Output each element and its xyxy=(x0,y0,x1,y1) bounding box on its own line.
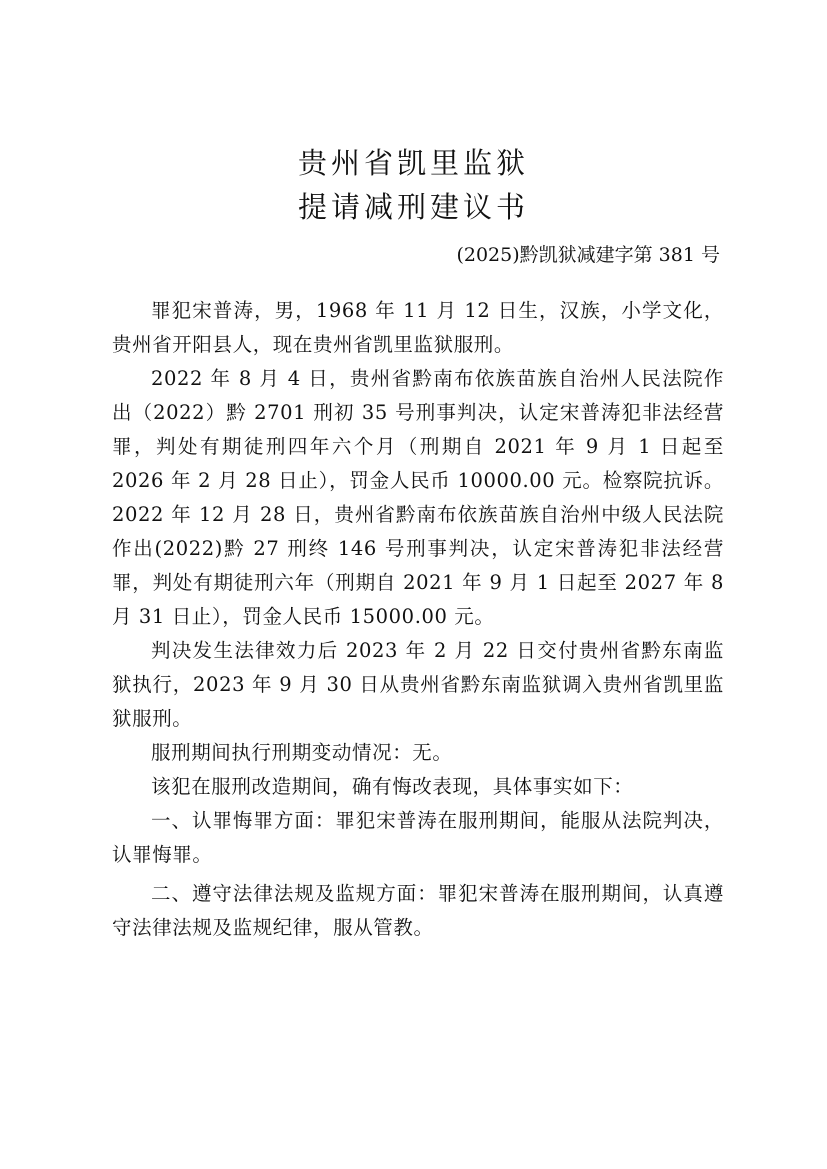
paragraph-obey-rules: 二、遵守法律法规及监规方面：罪犯宋普涛在服刑期间，认真遵守法律法规及监规纪律，服从管教。 xyxy=(112,882,724,939)
paragraph-sentence-change: 服刑期间执行刑期变动情况：无。 xyxy=(151,741,453,764)
document-title-line-1: 贵州省凯里监狱 xyxy=(297,146,529,180)
document-number: (2025)黔凯狱减建字第 381 号 xyxy=(456,244,720,266)
paragraph-plead-guilty: 一、认罪悔罪方面：罪犯宋普涛在服刑期间，能服从法院判决，认罪悔罪。 xyxy=(112,809,724,866)
paragraph-offender-info: 罪犯宋普涛，男，1968 年 11 月 12 日生，汉族，小学文化，贵州省开阳县人，现在贵州省凯里监狱服刑。 xyxy=(112,299,724,356)
paragraph-judgment-history: 2022 年 8 月 4 日，贵州省黔南布依族苗族自治州人民法院作出（2022）黔 2701 刑初 35 号刑事判决，认定宋普涛犯非法经营罪，判处有期徒刑四年六个月（刑期自 2021 年 9 月 1 日起至 2026 年 2 月 28 日止），罚金人民币 10000.00 元。检察院抗诉。2022 年 12 月 28 日，贵州省黔南布依族苗族自治州中级人民法院作出(2022)黔 27 刑终 146 号刑事判决，认定宋普涛犯非法经营罪，判处有期徒刑六年（刑期自 2021 年 9 月 1 日起至 2027 年 8 月 31 日止），罚金人民币 15000.00 元。 xyxy=(112,367,724,628)
document-body xyxy=(112,294,724,945)
paragraph-transfer-info: 判决发生法律效力后 2023 年 2 月 22 日交付贵州省黔东南监狱执行，2023 年 9 月 30 日从贵州省黔东南监狱调入贵州省凯里监狱服刑。 xyxy=(112,639,724,730)
document-title-line-2: 提请减刑建议书 xyxy=(297,190,529,224)
paragraph-repentance-intro: 该犯在服刑改造期间，确有悔改表现，具体事实如下： xyxy=(151,775,634,798)
